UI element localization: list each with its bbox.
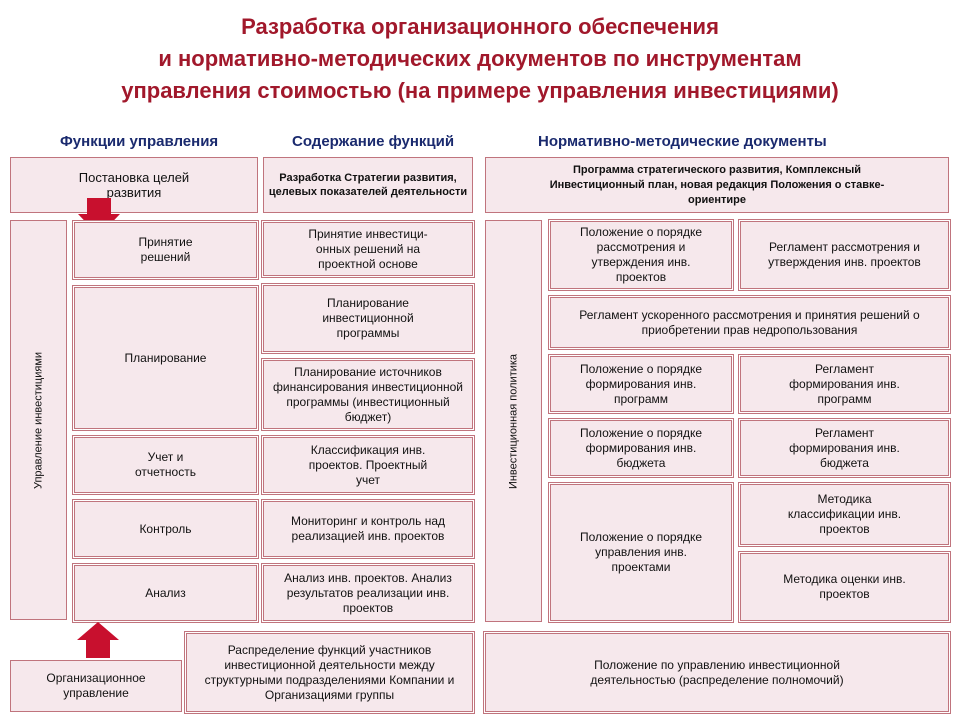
content-strategy-text: Разработка Стратегии развития, целевых показателей деятельности (268, 172, 468, 198)
doc-budget-reg-text: Регламент формирования инв. бюджета (789, 425, 900, 470)
goal-setting-box (10, 157, 258, 213)
doc-classification-method-box (740, 484, 949, 545)
doc-program-text: Программа стратегического развития, Комплексный Инвестиционный план, новая редакция Положения о ставке-ориентире (549, 163, 885, 206)
control-box (74, 501, 257, 557)
doc-budget-order-box (550, 420, 732, 476)
doc-accelerated-text: Регламент ускоренного рассмотрения и принятия решений о приобретении прав недропользования (579, 307, 920, 337)
doc-accelerated-box (550, 297, 949, 348)
content-program-planning-text: Планирование инвестиционной программы (322, 296, 414, 340)
decision-label: Принятие решений (138, 235, 193, 264)
investment-policy-label: Инвестиционная политика (507, 353, 520, 490)
analysis-label: Анализ (145, 585, 186, 600)
planning-label: Планирование (124, 350, 207, 365)
content-distribution-text: Распределение функций участников инвестиционной деятельности между структурными подразделениями Компании и Организациями группы (204, 642, 455, 702)
column-header-content: Содержание функций (292, 133, 455, 150)
org-management-box (10, 660, 182, 712)
column-header-functions: Функции управления (60, 133, 219, 150)
goal-setting-label: Постановка целей развития (78, 170, 190, 200)
doc-evaluation-method-box (740, 553, 949, 621)
doc-program-box (485, 157, 949, 213)
doc-classification-method-text: Методика классификации инв. проектов (787, 492, 902, 536)
doc-review-order-box (550, 221, 732, 289)
investment-management-label: Управление инвестициями (32, 351, 45, 490)
doc-budget-order-text: Положение о порядке формирования инв. бюджета (579, 425, 703, 470)
content-funding-planning-box (263, 360, 473, 429)
accounting-box (74, 437, 257, 493)
page-title-line-2: и нормативно-методических документов по инструментам (158, 46, 802, 71)
content-analysis-box (263, 565, 473, 621)
doc-authority-box (485, 633, 949, 712)
page-title-line-1: Разработка организационного обеспечения (241, 14, 719, 39)
accounting-label: Учет и отчетность (135, 450, 196, 479)
page-title-line-3: управления стоимостью (на примере управления инвестициями) (121, 78, 839, 103)
content-analysis-text: Анализ инв. проектов. Анализ результатов реализации инв. проектов (284, 570, 452, 615)
column-header-documents: Нормативно-методические документы (538, 133, 827, 150)
doc-management-order-text: Положение о порядке управления инв. проектами (579, 530, 703, 574)
doc-review-reg-box (740, 221, 949, 289)
doc-evaluation-method-text: Методика оценки инв. проектов (783, 572, 906, 601)
analysis-box (74, 565, 257, 621)
content-monitoring-box (263, 501, 473, 557)
arrow-up-icon (77, 622, 119, 658)
content-funding-planning-text: Планирование источников финансирования инвестиционной программы (инвестиционный бюджет) (273, 364, 463, 424)
doc-prog-reg-box (740, 356, 949, 412)
doc-review-order-text: Положение о порядке рассмотрения и утверждения инв. проектов (579, 225, 703, 284)
content-strategy-box (263, 157, 473, 213)
doc-budget-reg-box (740, 420, 949, 476)
decision-box (74, 222, 257, 278)
doc-review-reg-text: Регламент рассмотрения и утверждения инв. проектов (768, 240, 921, 269)
content-decisions-text: Принятие инвестици-онных решений на проектной основе (308, 226, 428, 271)
doc-prog-reg-text: Регламент формирования инв. программ (789, 361, 900, 406)
content-program-planning-box (263, 285, 473, 352)
content-decisions-box (263, 222, 473, 276)
org-management-label: Организационное управление (46, 671, 146, 700)
doc-prog-order-text: Положение о порядке формирования инв. программ (579, 361, 703, 406)
content-distribution-box (186, 633, 473, 712)
control-label: Контроль (139, 521, 192, 536)
investment-policy-side-box (485, 220, 542, 622)
doc-management-order-box (550, 484, 732, 621)
doc-authority-text: Положение по управлению инвестиционной деятельностью (распределение полномочий) (590, 657, 844, 687)
content-monitoring-text: Мониторинг и контроль над реализацией инв. проектов (290, 514, 446, 543)
doc-prog-order-box (550, 356, 732, 412)
investment-management-side-box (10, 220, 67, 620)
content-classification-text: Классификация инв. проектов. Проектный учет (308, 442, 428, 487)
content-classification-box (263, 437, 473, 493)
planning-box (74, 287, 257, 429)
